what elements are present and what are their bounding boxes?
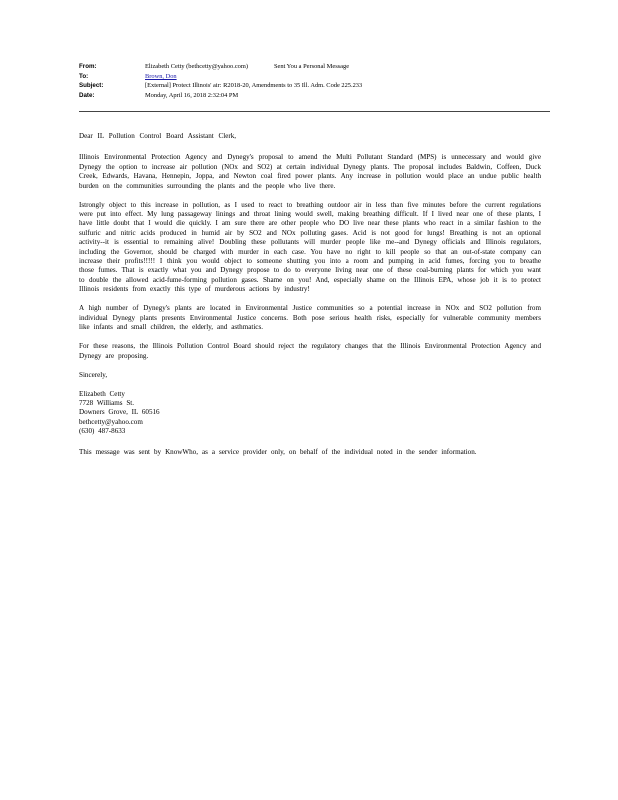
signature-block <box>79 390 541 437</box>
header-divider <box>79 111 550 112</box>
to-label: To: <box>79 72 89 80</box>
signature-street: 7728 Williams St. <box>79 398 135 407</box>
subject-label: Subject: <box>79 82 104 89</box>
date-row <box>79 92 549 102</box>
paragraph-4: For these reasons, the Illinois Pollution Control Board should reject the regulatory changes that the Illinois Environmental Protection Agency and Dynegy are proposing. <box>79 342 541 360</box>
from-extra: Sent You a Personal Message <box>273 63 350 70</box>
from-value: Elizabeth Cetty (bethcetty@yahoo.com) <box>145 63 248 70</box>
signature-city: Downers Grove, IL 60516 <box>79 408 160 417</box>
to-recipient-link[interactable]: Brown, Don <box>145 72 177 80</box>
paragraph-1: Illinois Environmental Protection Agency and Dynegy's proposal to amend the Multi Pollutant Standard (MPS) is unnecessary and would give Dynegy the option to increase air pollution (NOx and SO2) at certain individual Dynegy plants. The proposal includes Baldwin, Coffeen, Duck Creek, Edwards, Havana, Hennepin, Joppa, and Newton coal fired power plants. Any increase in pollution would place an undue public health burden on the communities surrounding the plants and the people who live there. <box>79 153 541 190</box>
subject-value: [External] Protect Illinois' air: R2018-20, Amendments to 35 Ill. Adm. Code 225.233 <box>145 82 363 89</box>
paragraph-2: Istrongly object to this increase in pollution, as I used to react to breathing outdoor air in less than five minutes before the current regulations were put into effect. My lung passageway linings and throat lining would swell, making breathing difficult. If I lived near one of these plants, I have little doubt that I would die quickly. I am sure there are other people who DO live near these plants who react in a similar fashion to the sulfuric and nitric acids produced in humid air by SO2 and NOx polluting gases. Acid is not good for lungs! Breathing is not an optional activity--it is essential to remaining alive! Doubling these pollutants will murder people like me--and Dynegy officials and Illinois regulators, including the Governor, should be charged with murder in each case. You have no right to kill people so that an out-of-state company can increase their profits!!!!! I think you would object to someone shutting you into a room and pumping in acid fumes, forcing you to breathe those fumes. That is exactly what you and Dynegy propose to do to everyone living near one of these coal-burning plants for which you want to double the allowed acid-fume-forming pollution gases. Shame on you! And, especially shame on the Illinois EPA, whose job it is to protect Illinois residents from exactly this type of murderous actions by industry! <box>79 200 541 294</box>
signature-email: bethcetty@yahoo.com <box>79 417 143 426</box>
email-header <box>79 63 549 101</box>
subject-row <box>79 82 549 92</box>
sender-footer: This message was sent by KnowWho, as a service provider only, on behalf of the individual noted in the sender information. <box>79 447 477 456</box>
date-value: Monday, April 16, 2018 2:32:04 PM <box>145 91 239 99</box>
signature-phone: (630) 487-8633 <box>79 427 126 436</box>
closing: Sincerely, <box>79 370 108 379</box>
letter-body <box>79 132 541 467</box>
date-label: Date: <box>79 91 95 99</box>
signature-name: Elizabeth Cetty <box>79 389 125 398</box>
to-row <box>79 73 549 83</box>
paragraph-3: A high number of Dynegy's plants are located in Environmental Justice communities so a potential increase in NOx and SO2 pollution from individual Dynegy plants presents Environmental Justice concerns. Both pose serious health risks, especially for vulnerable community members like infants and small children, the elderly, and asthmatics. <box>79 304 541 332</box>
from-row <box>79 63 549 73</box>
from-label: From: <box>79 63 97 70</box>
greeting: Dear IL Pollution Control Board Assistant Clerk, <box>79 132 237 140</box>
